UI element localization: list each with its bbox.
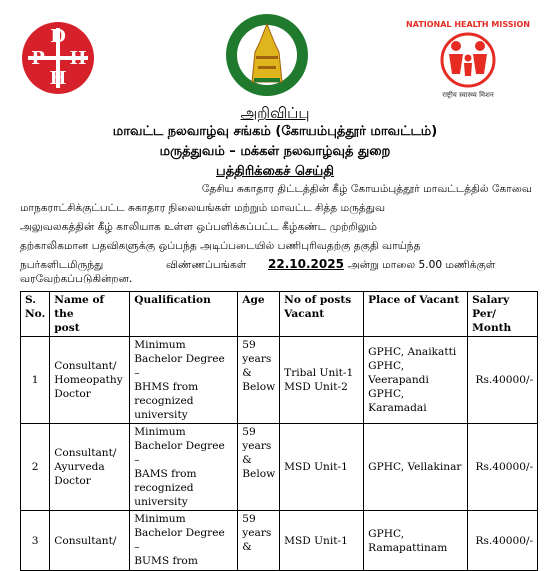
table-row — [21, 511, 538, 571]
notice-line-5b: விண்ணப்பங்கள் — [166, 259, 247, 271]
cell-posts: MSD Unit-1 — [280, 511, 364, 571]
col-header-sno: S. No. — [21, 292, 50, 337]
cell-age: 59 years & Below — [238, 337, 280, 424]
cell-place: GPHC, Vellakinar — [364, 424, 468, 511]
notice-line-4: தற்காலிகமான பதவிகளுக்கு ஒப்பந்த அடிப்படையில் பணிபுரிவதற்கு தகுதி வாய்ந்த — [20, 240, 421, 252]
col-header-salary: Salary Per/ Month — [468, 292, 538, 337]
cell-age: 59 years & — [238, 511, 280, 571]
dph-letter-h2: H — [49, 68, 67, 89]
cell-salary: Rs.40000/- — [468, 424, 538, 511]
cell-post: Consultant/ Ayurveda Doctor — [50, 424, 130, 511]
cell-sno: 1 — [21, 337, 50, 424]
table-header-row — [21, 292, 538, 337]
cell-qualification: Minimum Bachelor Degree – BHMS from recognized university — [130, 337, 238, 424]
col-header-posts: No of posts Vacant — [280, 292, 364, 337]
notice-line-1: தேசிய சுகாதார திட்டத்தின் கீழ் கோயம்புத்தூர் மாவட்டத்தில் கோவை — [201, 183, 532, 195]
table-row — [21, 337, 538, 424]
vacancy-table — [20, 291, 538, 571]
cell-place: GPHC, Ramapattinam — [364, 511, 468, 571]
notice-line-5c: அன்று மாலை 5.00 மணிக்குள் — [348, 259, 496, 271]
notice-line-6: வரவேற்கப்படுகின்றன. — [20, 273, 133, 285]
col-header-age: Age — [238, 292, 280, 337]
nhm-logo-icon — [406, 16, 530, 100]
nhm-text: NATIONAL HEALTH MISSION — [406, 20, 530, 29]
press-release-heading: பத்திரிக்கைச் செய்தி — [216, 164, 334, 179]
cell-post: Consultant/ Homeopathy Doctor — [50, 337, 130, 424]
nhm-hindi-text: राष्ट्रीय स्वास्थ्य मिशन — [442, 91, 494, 99]
cell-salary: Rs.40000/- — [468, 337, 538, 424]
dph-letter-h1: H — [69, 48, 87, 69]
cell-sno: 2 — [21, 424, 50, 511]
cell-sno: 3 — [21, 511, 50, 571]
notice-line-2: மாநகராட்சிக்குட்பட்ட சுகாதார நிலையங்கள் மற்றும் மாவட்ட சித்த மருத்துவ — [20, 202, 386, 214]
cell-salary: Rs.40000/- — [468, 511, 538, 571]
col-header-place: Place of Vacant — [364, 292, 468, 337]
notice-line-3: அலுவலகத்தின் கீழ் காலியாக உள்ள ஒப்பளிக்கப்பட்ட கீழ்கண்ட முற்றிலும் — [20, 221, 378, 233]
cell-posts: Tribal Unit-1 MSD Unit-2 — [280, 337, 364, 424]
cell-qualification: Minimum Bachelor Degree – BAMS from recognized university — [130, 424, 238, 511]
dph-letter-p: P — [31, 48, 45, 69]
cell-qualification: Minimum Bachelor Degree – BUMS from — [130, 511, 238, 571]
dph-letter-d: D — [50, 26, 66, 47]
col-header-qualification: Qualification — [130, 292, 238, 337]
dph-logo — [22, 22, 94, 94]
cell-post: Consultant/ — [50, 511, 130, 571]
cell-posts: MSD Unit-1 — [280, 424, 364, 511]
notice-line-5a: நபர்களிடமிருந்து — [20, 259, 104, 271]
tamilnadu-emblem-icon — [224, 12, 310, 98]
cell-age: 59 years & Below — [238, 424, 280, 511]
society-name: மாவட்ட நலவாழ்வு சங்கம் (கோயம்புத்தூர் மாவட்டம்) — [112, 124, 438, 139]
last-date: 22.10.2025 — [268, 257, 344, 271]
notice-title: அறிவிப்பு — [240, 104, 310, 122]
table-row — [21, 424, 538, 511]
cell-place: GPHC, Anaikatti GPHC, Veerapandi GPHC, Karamadai — [364, 337, 468, 424]
department-name: மருத்துவம் – மக்கள் நலவாழ்வுத் துறை — [159, 144, 391, 159]
col-header-post: Name of the post — [50, 292, 130, 337]
